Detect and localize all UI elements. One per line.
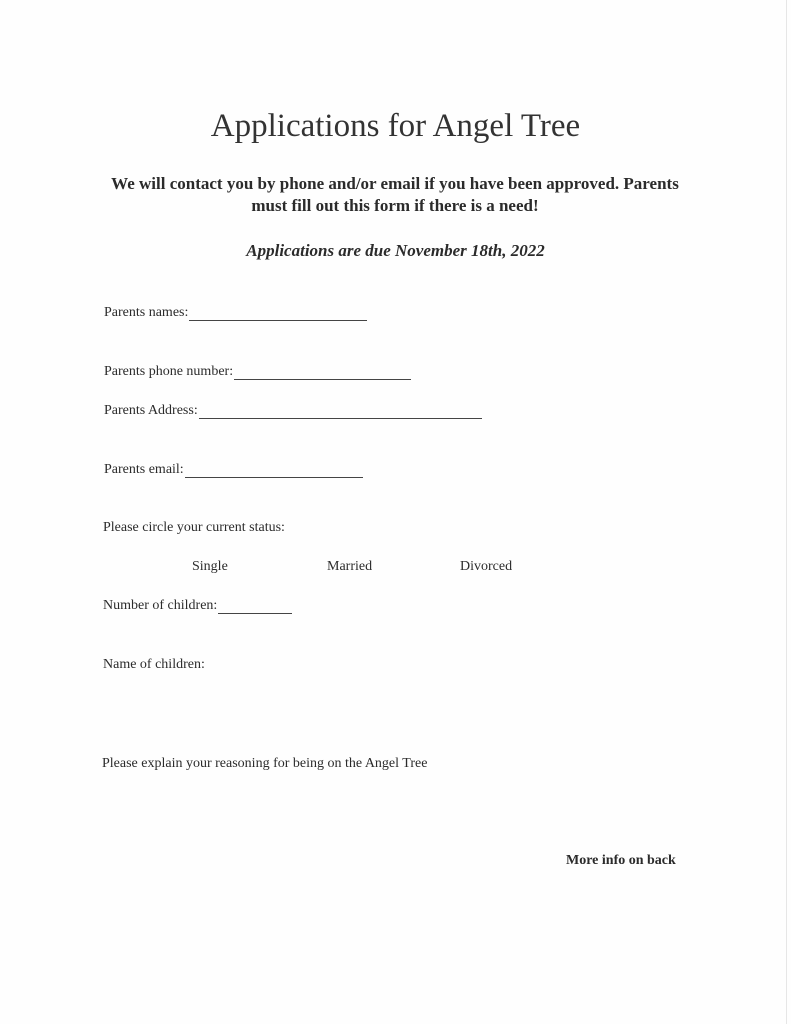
due-date-text: Applications are due November 18th, 2022 bbox=[246, 241, 545, 260]
number-children-label: Number of children: bbox=[103, 598, 218, 613]
parents-phone-field[interactable] bbox=[104, 364, 411, 380]
number-children-field[interactable] bbox=[103, 598, 292, 614]
parents-names-blank[interactable] bbox=[189, 306, 367, 321]
parents-address-field[interactable] bbox=[104, 403, 482, 419]
parents-address-blank[interactable] bbox=[199, 404, 482, 419]
page-title: Applications for Angel Tree bbox=[210, 108, 581, 144]
intro-text: We will contact you by phone and/or email if you have been approved. Parents must fill out this form if there is a need! bbox=[111, 174, 679, 215]
parents-email-label: Parents email: bbox=[104, 462, 184, 477]
circle-status-label: Please circle your current status: bbox=[103, 520, 285, 535]
status-option-married[interactable]: Married bbox=[327, 559, 373, 574]
scan-edge bbox=[786, 0, 787, 1024]
status-option-divorced[interactable]: Divorced bbox=[460, 559, 513, 574]
number-children-blank[interactable] bbox=[218, 599, 292, 614]
parents-phone-blank[interactable] bbox=[234, 365, 411, 380]
parents-address-label: Parents Address: bbox=[104, 403, 198, 418]
more-info-note: More info on back bbox=[566, 853, 676, 868]
parents-email-blank[interactable] bbox=[185, 463, 363, 478]
reasoning-label: Please explain your reasoning for being on the Angel Tree bbox=[102, 756, 428, 771]
parents-phone-label: Parents phone number: bbox=[104, 364, 234, 379]
parents-email-field[interactable] bbox=[104, 462, 363, 478]
name-children-label: Name of children: bbox=[103, 657, 205, 672]
parents-names-label: Parents names: bbox=[104, 305, 189, 320]
parents-names-field[interactable] bbox=[104, 305, 367, 321]
status-option-single[interactable]: Single bbox=[192, 559, 228, 574]
